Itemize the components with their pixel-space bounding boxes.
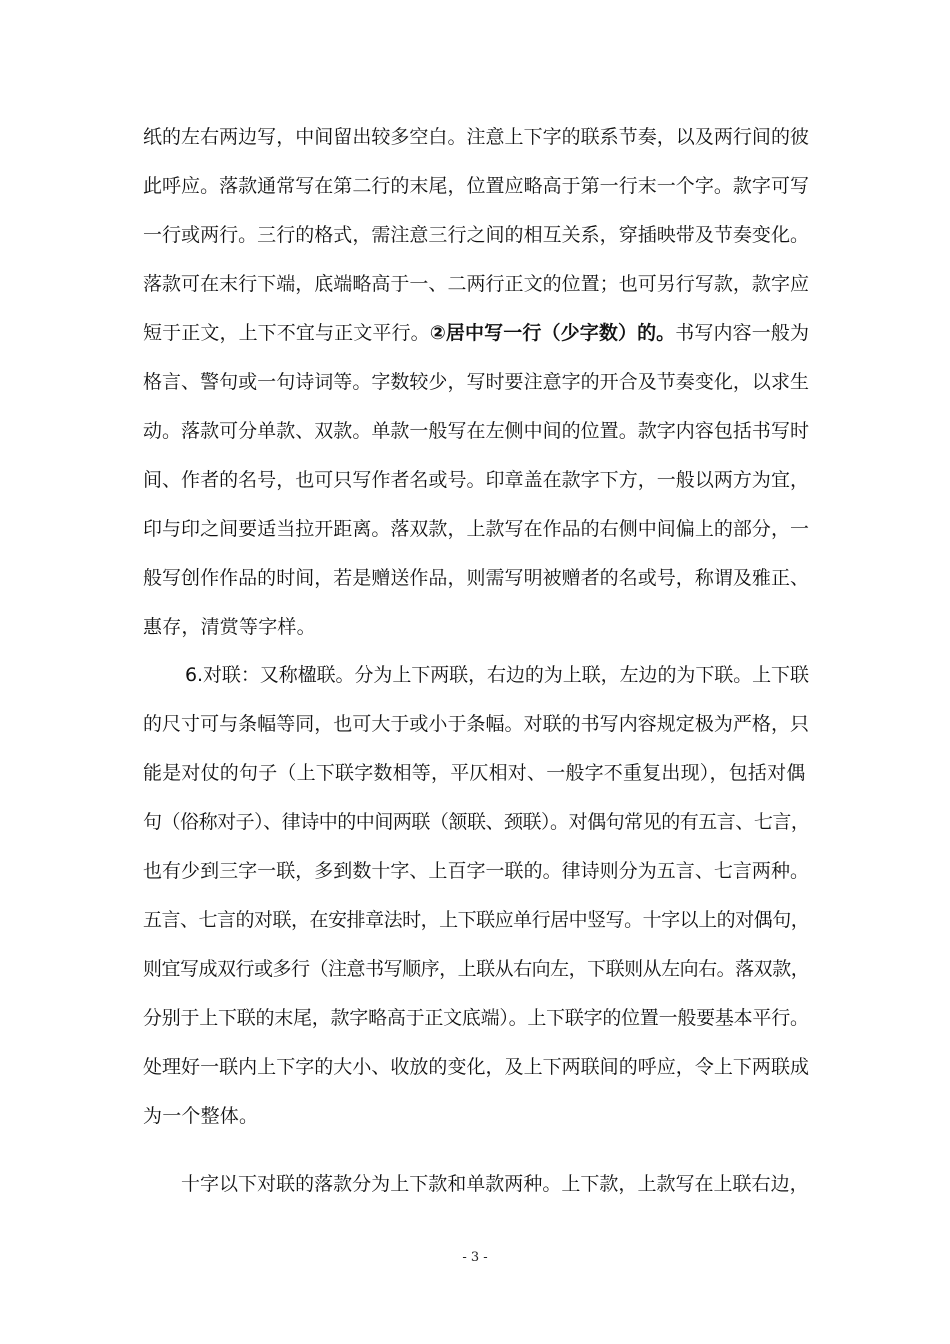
text-line: 印与印之间要适当拉开距离。落双款，上款写在作品的右侧中间偏上的部分，一 — [143, 518, 810, 540]
page-number: - 3 - — [462, 1250, 488, 1265]
text-line: 的尺寸可与条幅等同，也可大于或小于条幅。对联的书写内容规定极为严格，只 — [143, 713, 810, 735]
paragraph-1 — [143, 113, 809, 652]
text-line: 十字以下对联的落款分为上下款和单款两种。上下款，上款写在上联右边， — [181, 1173, 809, 1195]
text-line: 般写创作作品的时间，若是赠送作品，则需写明被赠者的名或号，称谓及雅正、 — [143, 567, 810, 589]
text-line: 动。落款可分单款、双款。单款一般写在左侧中间的位置。款字内容包括书写时 — [143, 420, 810, 442]
text-line: 格言、警句或一句诗词等。字数较少，写时要注意字的开合及节奏变化，以求生 — [143, 371, 810, 393]
text-line: 五言、七言的对联，在安排章法时，上下联应单行居中竖写。十字以上的对偶句， — [143, 909, 810, 931]
text-line: 能是对仗的句子（上下联字数相等，平仄相对、一般字不重复出现），包括对偶 — [143, 762, 806, 784]
bold-heading-run: ②居中写一行（少字数）的。 — [429, 322, 676, 344]
text-line: 惠存，清赏等字样。 — [143, 616, 316, 638]
text-line: 为一个整体。 — [143, 1105, 259, 1127]
text-line: 则宜写成双行或多行（注意书写顺序，上联从右向左，下联则从左向右。落双款， — [143, 958, 810, 980]
text-line: 纸的左右两边写，中间留出较多空白。注意上下字的联系节奏，以及两行间的彼 — [143, 126, 810, 148]
paragraph-2 — [143, 651, 809, 1141]
text-line-mixed — [143, 309, 809, 358]
text-run: 书写内容一般为 — [675, 322, 810, 344]
text-line: 一行或两行。三行的格式，需注意三行之间的相互关系，穿插映带及节奏变化。 — [143, 224, 810, 246]
paragraph-3 — [143, 1160, 809, 1209]
text-line: 落款可在末行下端，底端略高于一、二两行正文的位置；也可另行写款，款字应 — [143, 273, 810, 295]
text-line: 分别于上下联的末尾，款字略高于正文底端）。上下联字的位置一般要基本平行。 — [143, 1007, 809, 1029]
text-line: 此呼应。落款通常写在第二行的末尾，位置应略高于第一行末一个字。款字可写 — [143, 175, 810, 197]
text-line: 间、作者的名号，也可只写作者名或号。印章盖在款字下方，一般以两方为宜， — [143, 469, 810, 491]
text-run: 短于正文，上下不宜与正文平行。 — [143, 322, 430, 344]
text-line: 处理好一联内上下字的大小、收放的变化，及上下两联间的呼应，令上下两联成 — [143, 1056, 810, 1078]
text-line: 句（俗称对子）、律诗中的中间两联（颔联、颈联）。对偶句常见的有五言、七言， — [143, 811, 810, 833]
text-line: 也有少到三字一联，多到数十字、上百字一联的。律诗则分为五言、七言两种。 — [143, 860, 810, 882]
text-line: 6.对联：又称楹联。分为上下两联，右边的为上联，左边的为下联。上下联 — [185, 664, 809, 686]
